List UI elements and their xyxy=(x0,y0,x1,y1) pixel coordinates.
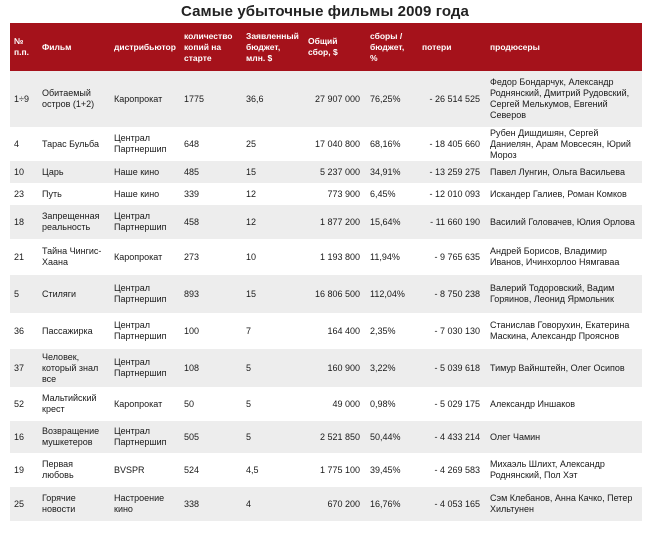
page-title: Самые убыточные фильмы 2009 года xyxy=(180,3,469,20)
cell-number: 37 xyxy=(14,362,25,373)
cell-ratio: 76,25% xyxy=(370,93,401,104)
cell-number: 19 xyxy=(14,464,25,475)
cell-producers: Василий Головачев, Юлия Орлова xyxy=(490,216,635,227)
table-row xyxy=(10,275,642,313)
cell-distributor: Наше кино xyxy=(114,188,160,199)
cell-film: Запрещенная реальность xyxy=(42,211,100,232)
cell-ratio: 112,04% xyxy=(370,288,405,299)
cell-copies: 458 xyxy=(184,216,200,227)
table-row xyxy=(10,127,642,161)
cell-ratio: 50,44% xyxy=(370,431,401,442)
header-gross: Общий сбор, $ xyxy=(308,36,338,57)
cell-budget: 7 xyxy=(246,325,252,336)
table-row xyxy=(10,183,642,205)
cell-producers: Павел Лунгин, Ольга Васильева xyxy=(490,166,625,177)
cell-gross: 17 040 800 xyxy=(314,138,360,149)
table-row xyxy=(10,421,642,453)
cell-distributor: Наше кино xyxy=(114,166,160,177)
cell-loss: - 4 269 583 xyxy=(434,464,480,475)
cell-ratio: 0,98% xyxy=(370,398,396,409)
header-copies: количество копий на старте xyxy=(184,30,233,63)
table-row xyxy=(10,71,642,127)
cell-gross: 5 237 000 xyxy=(319,166,360,177)
cell-budget: 15 xyxy=(246,166,257,177)
cell-budget: 36,6 xyxy=(246,93,264,104)
cell-ratio: 3,22% xyxy=(370,362,396,373)
cell-ratio: 2,35% xyxy=(370,325,396,336)
cell-number: 36 xyxy=(14,325,25,336)
cell-film: Возвращение мушкетеров xyxy=(42,426,100,447)
cell-loss: - 26 514 525 xyxy=(429,93,480,104)
cell-number: 5 xyxy=(14,288,20,299)
cell-budget: 5 xyxy=(246,362,252,373)
cell-producers: Искандер Галиев, Роман Комков xyxy=(490,188,627,199)
cell-ratio: 15,64% xyxy=(370,216,401,227)
cell-gross: 773 900 xyxy=(327,188,360,199)
cell-number: 1÷9 xyxy=(14,93,29,104)
cell-loss: - 4 053 165 xyxy=(434,498,480,509)
cell-gross: 16 806 500 xyxy=(314,288,360,299)
cell-number: 52 xyxy=(14,398,25,409)
cell-film: Обитаемый остров (1+2) xyxy=(42,88,95,109)
cell-distributor: BVSPR xyxy=(114,464,145,475)
cell-distributor: Настроение кино xyxy=(114,493,165,514)
cell-budget: 15 xyxy=(246,288,257,299)
cell-copies: 108 xyxy=(184,362,200,373)
cell-copies: 339 xyxy=(184,188,200,199)
cell-producers: Тимур Вайнштейн, Олег Осипов xyxy=(490,362,625,373)
table-row xyxy=(10,349,642,387)
cell-gross: 2 521 850 xyxy=(319,431,360,442)
cell-film: Стиляги xyxy=(42,288,77,299)
cell-number: 18 xyxy=(14,216,25,227)
cell-producers: Станислав Говорухин, Екатерина Маскина, Александр Прояснов xyxy=(490,320,630,341)
cell-copies: 893 xyxy=(184,288,200,299)
cell-producers: Валерий Тодоровский, Вадим Горяинов, Леонид Ярмольник xyxy=(490,283,615,304)
cell-producers: Федор Бондарчук, Александр Роднянский, Дмитрий Рудовский, Сергей Мелькумов, Евгений Северов xyxy=(490,77,630,120)
cell-distributor: Каропрокат xyxy=(114,93,163,104)
cell-film: Первая любовь xyxy=(42,459,74,480)
cell-distributor: Централ Партнершип xyxy=(114,426,167,447)
cell-gross: 160 900 xyxy=(327,362,360,373)
cell-copies: 273 xyxy=(184,251,200,262)
cell-copies: 100 xyxy=(184,325,200,336)
cell-loss: - 18 405 660 xyxy=(429,138,480,149)
cell-producers: Андрей Борисов, Владимир Иванов, Ичинхорлоо Нямгаваа xyxy=(490,246,620,267)
cell-budget: 4,5 xyxy=(246,464,259,475)
header-producers: продюсеры xyxy=(490,41,540,52)
cell-producers: Рубен Дишдишян, Сергей Даниелян, Арам Мовсесян, Юрий Мороз xyxy=(490,127,631,160)
cell-gross: 670 200 xyxy=(327,498,360,509)
cell-gross: 164 400 xyxy=(327,325,360,336)
cell-producers: Олег Чамин xyxy=(490,431,541,442)
cell-loss: - 5 039 618 xyxy=(434,362,480,373)
cell-film: Пассажирка xyxy=(42,325,93,336)
cell-number: 10 xyxy=(14,166,25,177)
cell-gross: 1 775 100 xyxy=(319,464,360,475)
cell-producers: Александр Иншаков xyxy=(490,398,576,409)
cell-film: Путь xyxy=(42,188,62,199)
cell-gross: 1 193 800 xyxy=(319,251,360,262)
cell-budget: 4 xyxy=(246,498,252,509)
cell-gross: 49 000 xyxy=(332,398,360,409)
header-distributor: дистрибьютор xyxy=(114,41,176,52)
cell-distributor: Централ Партнершип xyxy=(114,133,167,154)
cell-film: Тарас Бульба xyxy=(42,138,100,149)
cell-number: 23 xyxy=(14,188,25,199)
cell-film: Тайна Чингис-Хаана xyxy=(42,246,102,267)
header-ratio: сборы / бюджет, % xyxy=(370,30,405,63)
table-row xyxy=(10,453,642,487)
cell-copies: 1775 xyxy=(184,93,205,104)
cell-loss: - 12 010 093 xyxy=(429,188,480,199)
cell-ratio: 11,94% xyxy=(370,251,400,262)
table-row xyxy=(10,239,642,275)
cell-loss: - 9 765 635 xyxy=(434,251,480,262)
cell-loss: - 7 030 130 xyxy=(434,325,480,336)
cell-budget: 5 xyxy=(246,431,252,442)
cell-copies: 50 xyxy=(184,398,195,409)
cell-number: 25 xyxy=(14,498,25,509)
table-row xyxy=(10,487,642,521)
cell-ratio: 6,45% xyxy=(370,188,396,199)
cell-loss: - 4 433 214 xyxy=(434,431,480,442)
cell-copies: 485 xyxy=(184,166,200,177)
cell-producers: Михаэль Шлихт, Александр Роднянский, Пол Хэт xyxy=(490,459,605,480)
cell-loss: - 5 029 175 xyxy=(434,398,480,409)
cell-ratio: 16,76% xyxy=(370,498,401,509)
header-film: Фильм xyxy=(42,41,72,52)
cell-film: Царь xyxy=(42,166,64,177)
cell-producers: Сэм Клебанов, Анна Качко, Петер Хильтунен xyxy=(490,493,633,514)
cell-film: Человек, который знал все xyxy=(42,351,99,384)
cell-gross: 1 877 200 xyxy=(319,216,360,227)
cell-loss: - 13 259 275 xyxy=(429,166,480,177)
cell-film: Мальтийский крест xyxy=(42,393,97,414)
cell-budget: 25 xyxy=(246,138,257,149)
cell-budget: 10 xyxy=(246,251,257,262)
cell-copies: 505 xyxy=(184,431,200,442)
cell-ratio: 39,45% xyxy=(370,464,401,475)
cell-number: 4 xyxy=(14,138,20,149)
cell-budget: 5 xyxy=(246,398,252,409)
cell-distributor: Централ Партнершип xyxy=(114,283,167,304)
cell-gross: 27 907 000 xyxy=(314,93,360,104)
header-budget: Заявленный бюджет, млн. $ xyxy=(246,30,299,63)
cell-number: 16 xyxy=(14,431,25,442)
table-row xyxy=(10,205,642,239)
cell-distributor: Централ Партнершип xyxy=(114,357,167,378)
cell-budget: 12 xyxy=(246,188,257,199)
cell-copies: 338 xyxy=(184,498,200,509)
cell-distributor: Каропрокат xyxy=(114,251,163,262)
cell-distributor: Каропрокат xyxy=(114,398,163,409)
cell-budget: 12 xyxy=(246,216,257,227)
header-loss: потери xyxy=(422,41,452,52)
cell-number: 21 xyxy=(14,251,25,262)
table-row xyxy=(10,387,642,421)
table-row xyxy=(10,313,642,349)
table-header-row xyxy=(10,23,642,71)
cell-film: Горячие новости xyxy=(42,493,76,514)
films-table xyxy=(10,23,642,521)
cell-copies: 648 xyxy=(184,138,200,149)
header-number: № п.п. xyxy=(14,36,29,57)
cell-copies: 524 xyxy=(184,464,200,475)
cell-distributor: Централ Партнершип xyxy=(114,320,167,341)
cell-distributor: Централ Партнершип xyxy=(114,211,167,232)
cell-loss: - 8 750 238 xyxy=(434,288,480,299)
cell-ratio: 34,91% xyxy=(370,166,401,177)
cell-ratio: 68,16% xyxy=(370,138,401,149)
table-row xyxy=(10,161,642,183)
cell-loss: - 11 660 190 xyxy=(430,216,480,227)
